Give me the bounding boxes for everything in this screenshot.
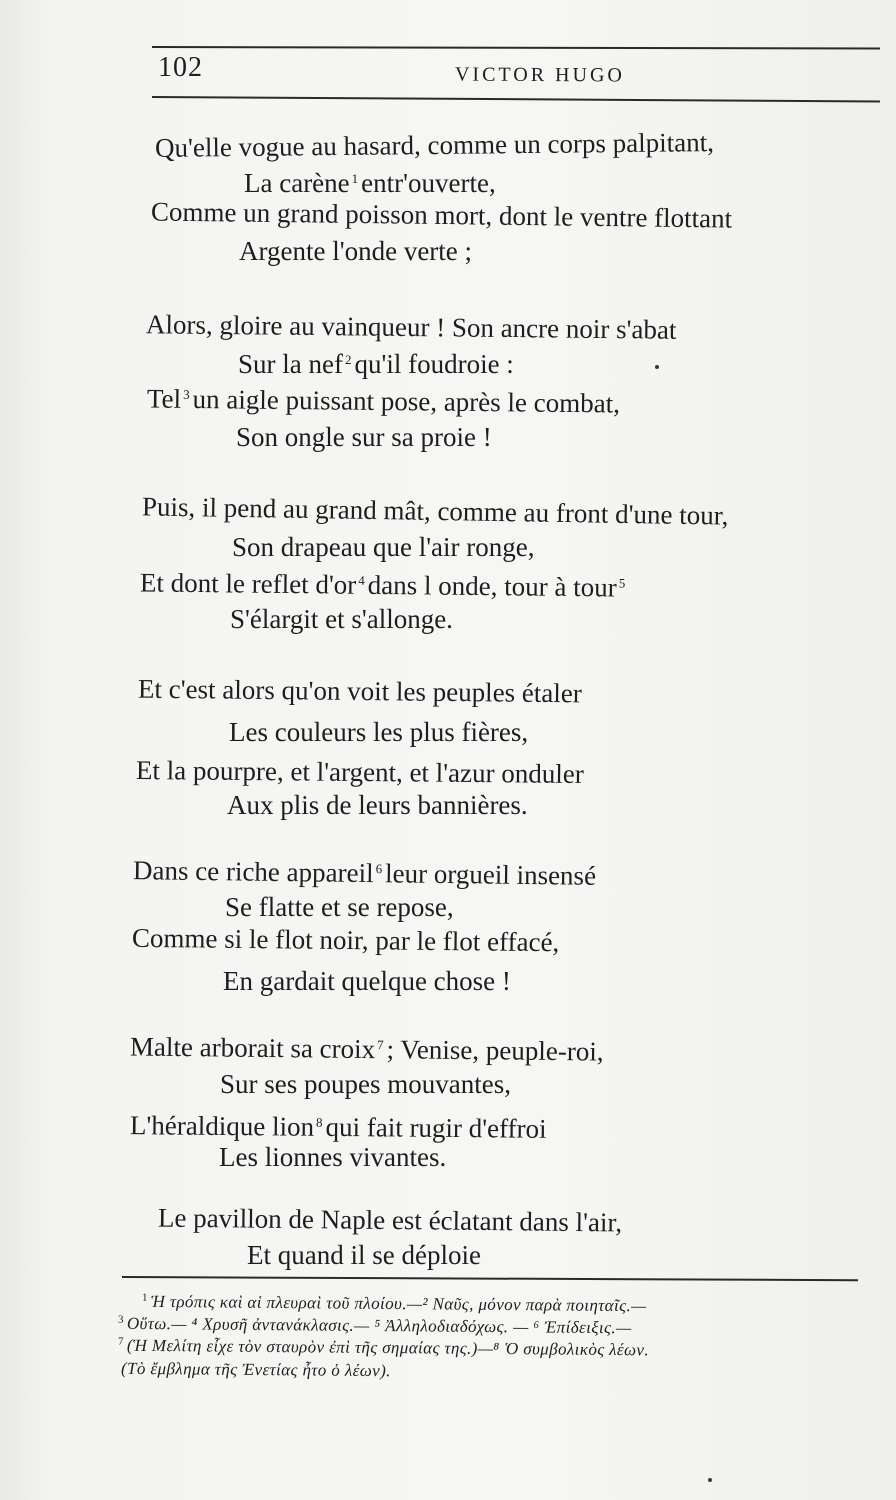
footnote-ref: 7: [377, 1037, 384, 1053]
line-text: Et dont le reflet d'or: [139, 567, 357, 600]
footnote-line: [118, 1355, 391, 1381]
footnote-ref: 4: [358, 572, 365, 588]
line-text: Sur la nef: [238, 349, 343, 379]
footnote-ref: 2: [344, 352, 352, 367]
poem-line: Aux plis de leurs bannières.: [227, 790, 528, 820]
footnote-text: (Τὸ ἔμβλημα τῆς Ἐνετίας ἦτο ὁ λέων).: [120, 1358, 391, 1381]
footnote-ref: 8: [316, 1114, 323, 1130]
footnote-ref: 6: [375, 861, 383, 877]
footnote-ref: 3: [183, 386, 190, 402]
poem-line: S'élargit et s'allonge.: [230, 604, 453, 634]
poem-line: Les lionnes vivantes.: [219, 1142, 447, 1172]
line-text: ; Venise, peuple-roi,: [386, 1034, 604, 1067]
line-text: La carène: [244, 168, 350, 198]
poem-line: Sur ses poupes mouvantes,: [220, 1069, 511, 1099]
poem-line: Alors, gloire au vainqueur ! Son ancre noir s'abat: [145, 309, 677, 345]
poem-line: Et la pourpre, et l'argent, et l'azur onduler: [135, 755, 584, 789]
footnote-text: (Ἡ Μελίτη εἶχε τὸν σταυρὸν ἐπὶ τῆς σημαίας της.)—⁸ Ὁ συμβολικὸς λέων.: [126, 1335, 650, 1360]
footnote-text: Ἡ τρόπις καὶ αἱ πλευραὶ τοῦ πλοίου.—² Ναῦς, μόνον παρὰ ποιηταῖς.—: [150, 1291, 647, 1316]
poem-line: Puis, il pend au grand mât, comme au front d'une tour,: [141, 491, 729, 531]
poem-line: Le pavillon de Naple est éclatant dans l'air,: [157, 1202, 623, 1238]
poem-line: Son ongle sur sa proie !: [236, 422, 492, 452]
line-text: qui fait rugir d'effroi: [325, 1111, 547, 1144]
poem-line: En gardait quelque chose !: [223, 966, 511, 996]
line-text: un aigle puissant pose, après le combat,: [192, 384, 621, 419]
line-text: Malte arborait sa croix: [129, 1031, 376, 1065]
poem-line: Et c'est alors qu'on voit les peuples étaler: [137, 673, 583, 709]
poem-line: [130, 1028, 604, 1067]
poem-line: Qu'elle vogue au hasard, comme un corps palpitant,: [154, 127, 715, 163]
footnote-text: Οὕτω.— ⁴ Χρυσῆ ἀντανάκλασις.— ⁵ Ἀλληλοδιαδόχως. — ⁶ Ἐπίδειξις.—: [126, 1313, 632, 1338]
poem-line: [244, 164, 496, 198]
poem-line: Son drapeau que l'air ronge,: [232, 532, 535, 562]
paper-speck: [655, 365, 659, 369]
footnote-ref: 5: [618, 575, 626, 591]
poem-line: Comme un grand poisson mort, dont le ventre flottant: [150, 196, 733, 234]
poem-line: Se flatte et se repose,: [225, 892, 454, 922]
poem-line: [238, 345, 514, 379]
running-head: VICTOR HUGO: [454, 63, 625, 87]
line-text: dans l onde, tour à tour: [367, 569, 617, 603]
line-text: leur orgueil insensé: [384, 858, 597, 891]
line-text: Tel: [146, 383, 182, 414]
footnote-number: 7: [117, 1335, 124, 1348]
footnote-ref: 1: [351, 171, 359, 186]
poem-line: Comme si le flot noir, par le flot effacé,: [131, 922, 560, 958]
footnote-number: 3: [117, 1313, 124, 1326]
poem-line: [130, 1106, 547, 1144]
poem-line: [147, 380, 620, 419]
page-number: 102: [158, 52, 203, 83]
poem-line: Et quand il se déploie: [247, 1240, 481, 1270]
line-text: entr'ouverte,: [361, 168, 496, 198]
line-text: qu'il foudroie :: [354, 349, 514, 379]
line-text: Dans ce riche appareil: [132, 855, 374, 889]
line-text: L'héraldique lion: [129, 1110, 315, 1142]
footnote-number: 1: [141, 1291, 148, 1304]
poem-line: Les couleurs les plus fières,: [229, 717, 529, 747]
poem-line: [140, 563, 629, 602]
poem-line: Argente l'onde verte ;: [239, 236, 473, 266]
paper-speck: [708, 1478, 712, 1482]
poem-line: [133, 851, 596, 891]
